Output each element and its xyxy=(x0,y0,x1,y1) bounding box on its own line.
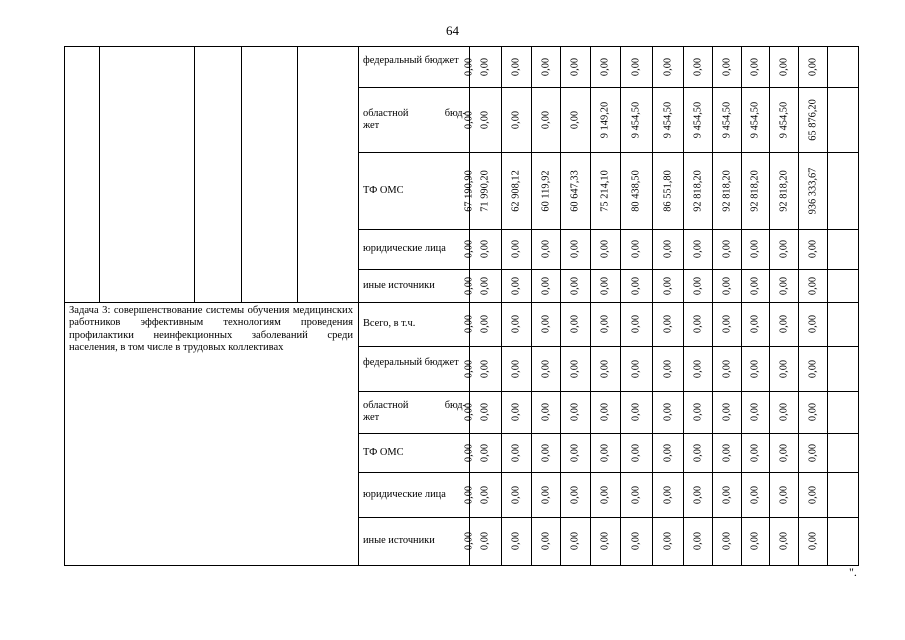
group1-value-cell: 0,00 xyxy=(479,276,491,295)
group2-value-cell: 0,00 xyxy=(778,359,789,378)
group2-value-cell: 0,00 xyxy=(479,443,491,462)
group2-value-cell: 0,00 xyxy=(692,359,703,378)
group2-value-cell: 0,00 xyxy=(749,443,761,462)
group2-value-cell: 0,00 xyxy=(510,402,522,422)
closing-quote-mark: ". xyxy=(849,565,857,579)
group2-value-cell: 0,00 xyxy=(569,314,581,334)
value-column-divider xyxy=(798,46,799,565)
row-divider xyxy=(358,346,859,347)
group2-value-cell: 0,00 xyxy=(479,531,491,551)
group1-value-cell: 60 647,33 xyxy=(569,169,581,212)
group1-value-cell: 0,00 xyxy=(463,57,475,76)
group2-value-cell: 0,00 xyxy=(510,531,522,551)
group1-value-cell: 9 454,50 xyxy=(692,101,703,138)
group2-source-label: Всего, в т.ч. xyxy=(363,318,416,329)
left-column-divider xyxy=(99,46,100,302)
group1-value-cell: 80 438,50 xyxy=(630,169,642,212)
group2-source-label: федеральный бюджет xyxy=(363,356,459,368)
group1-value-cell: 936 333,67 xyxy=(807,167,818,214)
group2-value-cell: 0,00 xyxy=(510,443,522,462)
group1-value-cell: 0,00 xyxy=(569,110,581,129)
group2-value-cell: 0,00 xyxy=(721,314,732,334)
group2-value-cell: 0,00 xyxy=(463,359,475,378)
group1-value-cell: 0,00 xyxy=(807,276,818,295)
group1-source-label: федеральный бюджет xyxy=(363,54,459,66)
group2-value-cell: 0,00 xyxy=(599,531,611,551)
group2-value-cell: 0,00 xyxy=(569,485,581,504)
group1-source-label: ТФ ОМС xyxy=(363,184,404,196)
value-column-divider xyxy=(531,46,532,565)
group2-value-cell: 0,00 xyxy=(463,402,475,422)
group1-value-cell: 0,00 xyxy=(749,239,761,259)
group1-value-cell: 62 908,12 xyxy=(510,169,522,212)
group2-value-cell: 0,00 xyxy=(510,359,522,378)
group1-value-cell: 0,00 xyxy=(662,276,673,295)
value-column-divider xyxy=(501,46,502,565)
value-column-divider xyxy=(560,46,561,565)
group2-value-cell: 0,00 xyxy=(721,359,732,378)
row-divider xyxy=(358,391,859,392)
group1-value-cell: 0,00 xyxy=(630,239,642,259)
group2-value-cell: 0,00 xyxy=(569,359,581,378)
group1-value-cell: 0,00 xyxy=(721,57,732,76)
group1-value-cell: 75 214,10 xyxy=(599,169,611,212)
group2-value-cell: 0,00 xyxy=(463,443,475,462)
left-column-divider xyxy=(194,46,195,302)
group2-value-cell: 0,00 xyxy=(778,402,789,422)
group2-value-cell: 0,00 xyxy=(599,314,611,334)
group2-value-cell: 0,00 xyxy=(540,402,551,422)
value-column-divider xyxy=(683,46,684,565)
row-divider xyxy=(358,269,859,270)
group1-value-cell: 0,00 xyxy=(569,239,581,259)
group1-value-cell: 9 454,50 xyxy=(662,101,673,138)
group1-source-label: иные источники xyxy=(363,279,435,291)
group2-value-cell: 0,00 xyxy=(463,485,475,504)
left-column-divider xyxy=(297,46,298,302)
group2-value-cell: 0,00 xyxy=(721,531,732,551)
group1-value-cell: 0,00 xyxy=(569,276,581,295)
page-number: 64 xyxy=(446,23,459,38)
row-divider xyxy=(358,229,859,230)
group2-value-cell: 0,00 xyxy=(479,359,491,378)
group2-value-cell: 0,00 xyxy=(778,531,789,551)
group2-value-cell: 0,00 xyxy=(540,314,551,334)
group1-value-cell: 0,00 xyxy=(463,110,475,129)
group1-source-label: областной бюд- жет xyxy=(363,107,466,131)
group1-value-cell: 0,00 xyxy=(479,239,491,259)
group2-value-cell: 0,00 xyxy=(721,485,732,504)
group1-value-cell: 0,00 xyxy=(569,57,581,76)
group1-value-cell: 0,00 xyxy=(692,239,703,259)
group1-value-cell: 0,00 xyxy=(662,57,673,76)
group1-value-cell: 0,00 xyxy=(721,276,732,295)
group1-value-cell: 92 818,20 xyxy=(721,169,732,212)
group1-value-cell: 0,00 xyxy=(807,239,818,259)
group2-value-cell: 0,00 xyxy=(599,485,611,504)
value-column-divider xyxy=(652,46,653,565)
group2-value-cell: 0,00 xyxy=(749,359,761,378)
group2-value-cell: 0,00 xyxy=(692,443,703,462)
group2-source-label: ТФ ОМС xyxy=(363,446,404,458)
group2-value-cell: 0,00 xyxy=(807,402,818,422)
group2-value-cell: 0,00 xyxy=(807,485,818,504)
group1-value-cell: 0,00 xyxy=(721,239,732,259)
group1-value-cell: 9 454,50 xyxy=(721,101,732,138)
group1-value-cell: 0,00 xyxy=(778,276,789,295)
group1-value-cell: 0,00 xyxy=(749,276,761,295)
group2-value-cell: 0,00 xyxy=(630,485,642,504)
group1-value-cell: 9 454,50 xyxy=(630,101,642,138)
group1-value-cell: 0,00 xyxy=(692,57,703,76)
group1-value-cell: 92 818,20 xyxy=(749,169,761,212)
group1-value-cell: 0,00 xyxy=(630,57,642,76)
group2-value-cell: 0,00 xyxy=(510,485,522,504)
group2-value-cell: 0,00 xyxy=(807,314,818,334)
group2-value-cell: 0,00 xyxy=(721,402,732,422)
value-column-divider xyxy=(620,46,621,565)
value-column-divider xyxy=(590,46,591,565)
row-divider xyxy=(358,472,859,473)
group2-value-cell: 0,00 xyxy=(599,359,611,378)
group2-value-cell: 0,00 xyxy=(662,402,673,422)
group2-value-cell: 0,00 xyxy=(662,359,673,378)
group1-value-cell: 67 190,90 xyxy=(463,169,475,212)
group2-value-cell: 0,00 xyxy=(463,531,475,551)
group2-value-cell: 0,00 xyxy=(569,443,581,462)
group1-value-cell: 0,00 xyxy=(463,239,475,259)
group2-value-cell: 0,00 xyxy=(807,531,818,551)
group2-value-cell: 0,00 xyxy=(692,485,703,504)
group2-value-cell: 0,00 xyxy=(479,402,491,422)
row-divider xyxy=(358,302,859,303)
group1-value-cell: 0,00 xyxy=(540,57,551,76)
group1-value-cell: 0,00 xyxy=(479,57,491,76)
group2-value-cell: 0,00 xyxy=(692,314,703,334)
group2-source-label: иные источники xyxy=(363,535,435,546)
group2-source-label: юридические лица xyxy=(363,488,446,500)
value-column-divider xyxy=(741,46,742,565)
group1-source-label: юридические лица xyxy=(363,243,446,254)
group2-value-cell: 0,00 xyxy=(540,531,551,551)
group1-value-cell: 0,00 xyxy=(510,276,522,295)
row-divider xyxy=(358,87,859,88)
group1-value-cell: 0,00 xyxy=(749,57,761,76)
group2-value-cell: 0,00 xyxy=(778,314,789,334)
group1-value-cell: 0,00 xyxy=(510,239,522,259)
group1-value-cell: 0,00 xyxy=(778,239,789,259)
group2-value-cell: 0,00 xyxy=(721,443,732,462)
group1-value-cell: 60 119,92 xyxy=(540,169,551,212)
group2-value-cell: 0,00 xyxy=(630,402,642,422)
value-column-divider xyxy=(712,46,713,565)
group2-value-cell: 0,00 xyxy=(778,443,789,462)
table-top-border xyxy=(64,46,859,47)
group2-value-cell: 0,00 xyxy=(749,531,761,551)
group2-value-cell: 0,00 xyxy=(692,531,703,551)
group1-value-cell: 92 818,20 xyxy=(692,169,703,212)
group2-value-cell: 0,00 xyxy=(749,314,761,334)
left-column-divider xyxy=(241,46,242,302)
group2-value-cell: 0,00 xyxy=(630,359,642,378)
group1-value-cell: 0,00 xyxy=(510,110,522,129)
group1-value-cell: 0,00 xyxy=(662,239,673,259)
group1-value-cell: 65 876,20 xyxy=(807,98,818,141)
task-3-description: Задача 3: совершенствование системы обучения медицинских работников эффективным технологиям проведения профилактики неинфекционных заболеваний среди населения, в том числе в трудовых коллективах xyxy=(69,305,353,354)
group2-value-cell: 0,00 xyxy=(510,314,522,334)
group2-value-cell: 0,00 xyxy=(479,314,491,334)
group2-value-cell: 0,00 xyxy=(662,485,673,504)
group1-value-cell: 71 990,20 xyxy=(479,169,491,212)
group2-value-cell: 0,00 xyxy=(630,531,642,551)
group2-value-cell: 0,00 xyxy=(692,402,703,422)
group1-value-cell: 0,00 xyxy=(630,276,642,295)
group1-value-cell: 0,00 xyxy=(510,57,522,76)
group2-value-cell: 0,00 xyxy=(662,443,673,462)
group2-value-cell: 0,00 xyxy=(540,443,551,462)
value-column-divider xyxy=(827,46,828,565)
group2-value-cell: 0,00 xyxy=(662,314,673,334)
value-column-divider xyxy=(858,46,859,565)
group2-value-cell: 0,00 xyxy=(540,359,551,378)
group2-value-cell: 0,00 xyxy=(749,485,761,504)
group2-value-cell: 0,00 xyxy=(807,359,818,378)
group2-value-cell: 0,00 xyxy=(463,314,475,334)
group2-value-cell: 0,00 xyxy=(569,531,581,551)
group2-value-cell: 0,00 xyxy=(479,485,491,504)
group1-value-cell: 0,00 xyxy=(540,110,551,129)
group2-value-cell: 0,00 xyxy=(599,402,611,422)
group1-value-cell: 0,00 xyxy=(599,276,611,295)
group1-value-cell: 92 818,20 xyxy=(778,169,789,212)
group2-value-cell: 0,00 xyxy=(599,443,611,462)
value-column-divider xyxy=(769,46,770,565)
group2-value-cell: 0,00 xyxy=(749,402,761,422)
group2-source-label: областной бюд- жет xyxy=(363,400,466,423)
group1-value-cell: 0,00 xyxy=(463,276,475,295)
group1-value-cell: 9 454,50 xyxy=(749,101,761,138)
row-divider xyxy=(358,433,859,434)
group1-value-cell: 0,00 xyxy=(778,57,789,76)
table-bottom-border xyxy=(64,565,859,566)
group-divider xyxy=(64,302,358,303)
group1-value-cell: 0,00 xyxy=(599,239,611,259)
row-divider xyxy=(358,152,859,153)
group2-value-cell: 0,00 xyxy=(630,314,642,334)
group1-value-cell: 0,00 xyxy=(807,57,818,76)
row-divider xyxy=(358,517,859,518)
group1-value-cell: 9 454,50 xyxy=(778,101,789,138)
group1-value-cell: 0,00 xyxy=(540,276,551,295)
group2-value-cell: 0,00 xyxy=(807,443,818,462)
group2-value-cell: 0,00 xyxy=(569,402,581,422)
group1-value-cell: 86 551,80 xyxy=(662,169,673,212)
group1-value-cell: 0,00 xyxy=(692,276,703,295)
group2-value-cell: 0,00 xyxy=(540,485,551,504)
group2-value-cell: 0,00 xyxy=(630,443,642,462)
group1-value-cell: 9 149,20 xyxy=(599,101,611,138)
group2-value-cell: 0,00 xyxy=(778,485,789,504)
group1-value-cell: 0,00 xyxy=(479,110,491,129)
group1-value-cell: 0,00 xyxy=(540,239,551,259)
group1-value-cell: 0,00 xyxy=(599,57,611,76)
group2-value-cell: 0,00 xyxy=(662,531,673,551)
